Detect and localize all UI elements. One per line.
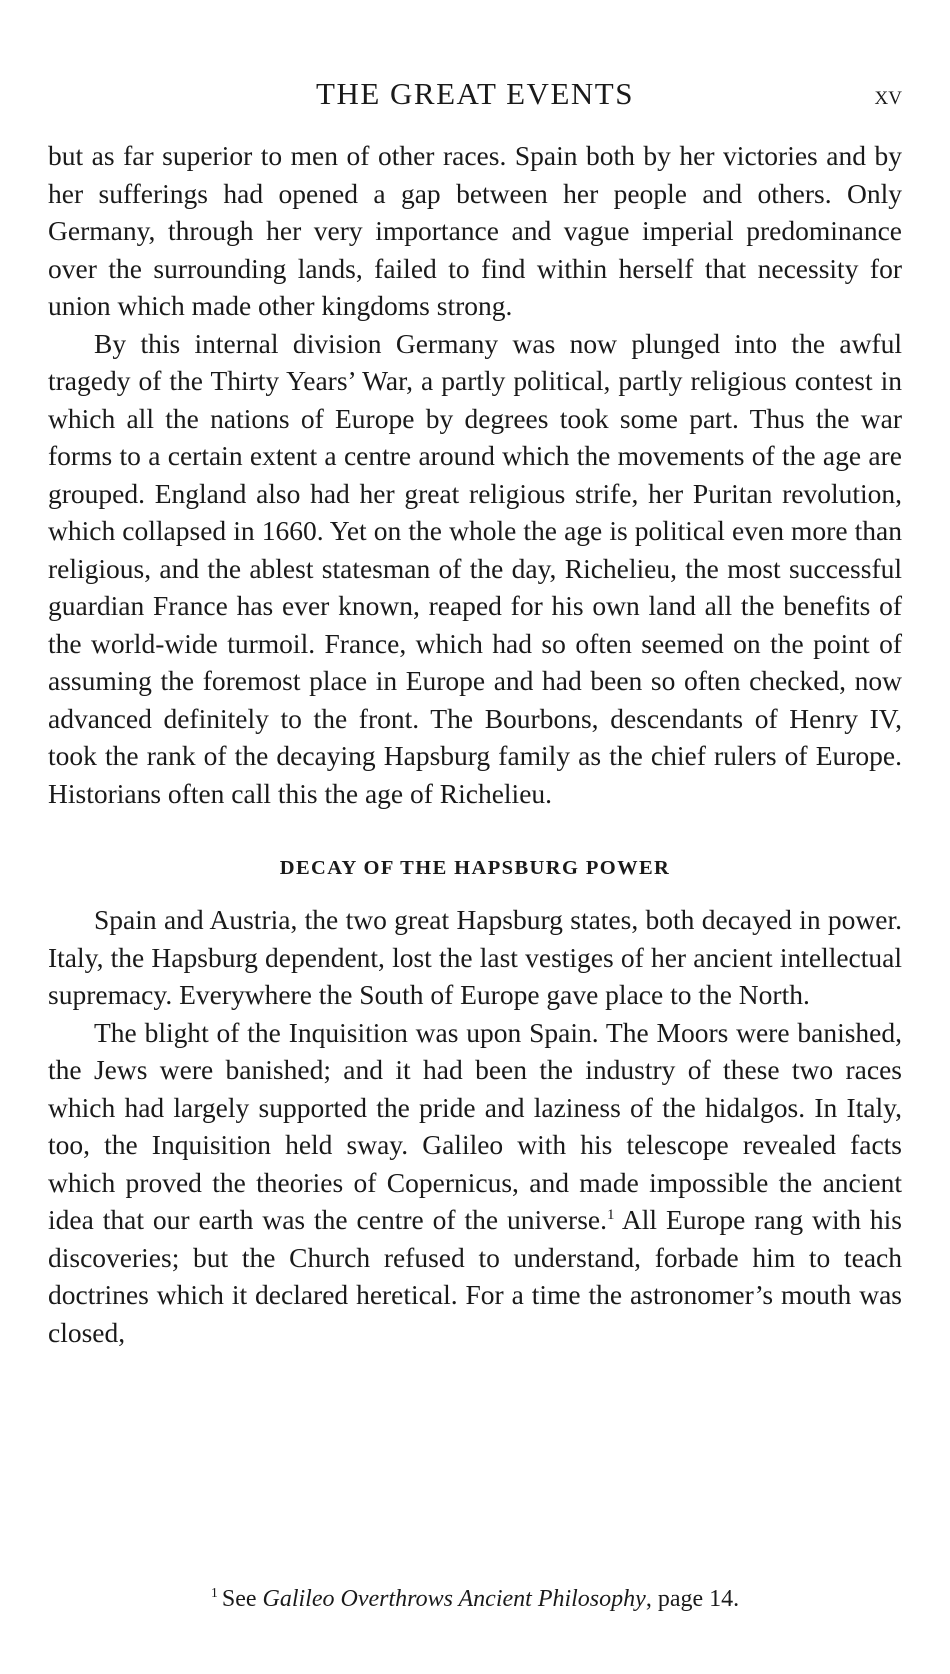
- paragraph-inquisition: [48, 1014, 902, 1352]
- footnote-reference: 1: [607, 1206, 615, 1223]
- body-text: [48, 137, 902, 1351]
- paragraph-inquisition-text: The blight of the Inquisition was upon Spain. The Moors were banished, the Jews were banished; and it had been the industry of these two races which had largely supported the pride and laziness of the hidalgos. In Italy, too, the Inquisition held sway. Galileo with his telescope revealed facts which proved the theories of Copernicus, and made impossible the ancient idea that our earth was the centre of the universe.: [48, 1016, 902, 1235]
- page-number: xv: [874, 80, 902, 110]
- paragraph-inquisition-continued: All Europe rang with his discoveries; but the Church refused to understand, forbade him to teach doctrines which it declared heretical. For a time the astronomer’s mouth was closed,: [48, 1204, 902, 1348]
- footnote-mark: 1: [210, 1586, 218, 1601]
- running-head: [48, 72, 902, 116]
- footnote-prefix: See: [221, 1586, 263, 1612]
- paragraph-hapsburg-decay: Spain and Austria, the two great Hapsburg states, both decayed in power. Italy, the Hapsburg dependent, lost the last vestiges of her ancient intellectual supremacy. Everywhere the South of Europe gave place to the North.: [48, 904, 902, 1010]
- book-page: [48, 0, 902, 1674]
- footnote: [48, 1582, 902, 1616]
- footnote-title: Galileo Overthrows Ancient Philosophy: [262, 1586, 646, 1612]
- footnote-suffix: , page 14.: [645, 1586, 740, 1612]
- paragraph-continued: but as far superior to men of other races. Spain both by her victories and by her sufferings had opened a gap between her people and others. Only Germany, through her very importance and vague imperial predominance over the surrounding lands, failed to find within herself that necessity for union which made other kingdoms strong.: [48, 140, 902, 321]
- running-title: THE GREAT EVENTS: [316, 76, 634, 111]
- section-heading: DECAY OF THE HAPSBURG POWER: [279, 857, 671, 879]
- paragraph-thirty-years-war: By this internal division Germany was now plunged into the awful tragedy of the Thirty Years’ War, a partly political, partly religious contest in which all the nations of Europe by degrees took some part. Thus the war forms to a certain extent a centre around which the movements of the age are grouped. England also had her great religious strife, her Puritan revolution, which collapsed in 1660. Yet on the whole the age is political even more than religious, and the ablest statesman of the day, Richelieu, the most successful guardian France has ever known, reaped for his own land all the benefits of the world-wide turmoil. France, which had so often seemed on the point of assuming the foremost place in Europe and had been so often checked, now advanced definitely to the front. The Bourbons, descendants of Henry IV, took the rank of the decaying Hapsburg family as the chief rulers of Europe. Historians often call this the age of Richelieu.: [48, 327, 902, 809]
